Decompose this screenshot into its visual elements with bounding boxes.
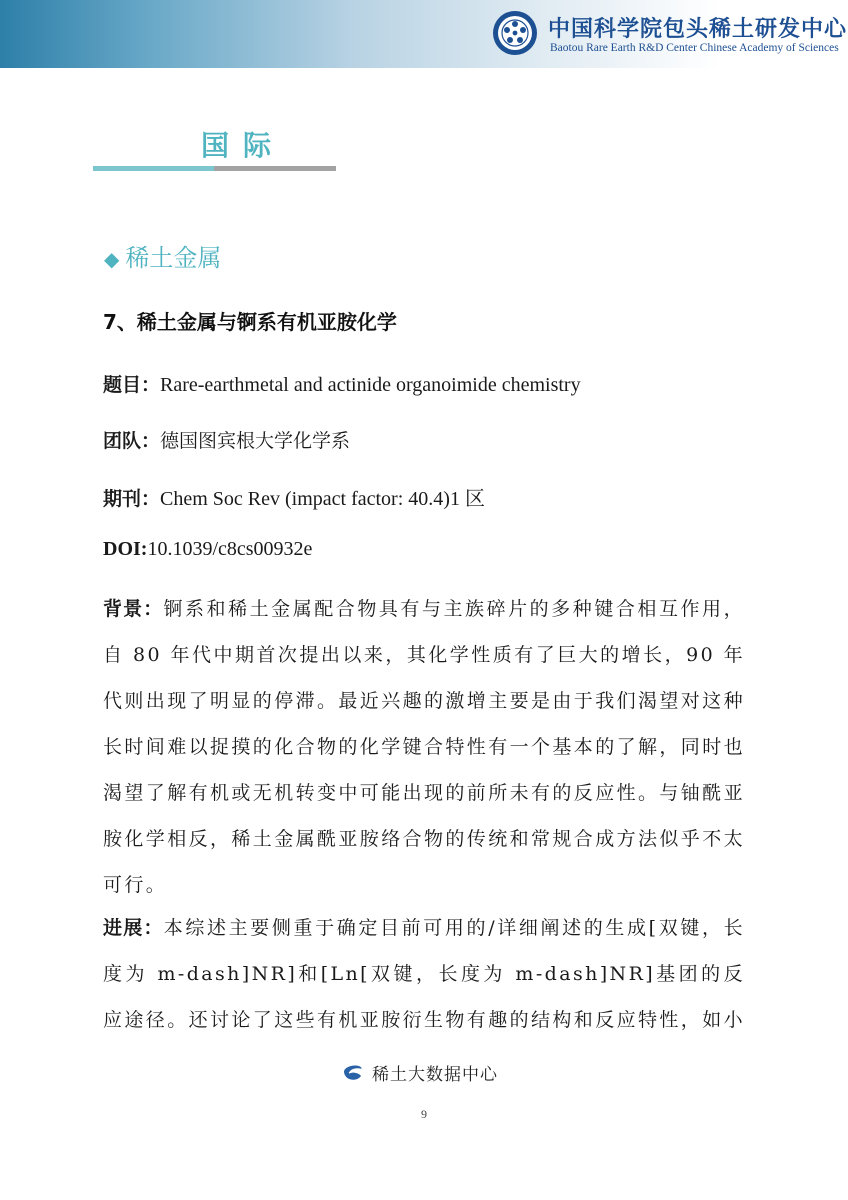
field-journal-value: Chem Soc Rev (impact factor: 40.4)1 区: [160, 488, 485, 510]
title-underline-accent: [93, 166, 214, 171]
title-underline-gray: [214, 166, 336, 171]
section-title: 国际: [200, 129, 285, 162]
progress-paragraph: [103, 905, 745, 1043]
field-doi-value: 10.1039/c8cs00932e: [147, 538, 313, 560]
progress-label: 进展：: [103, 917, 164, 939]
category-heading: [104, 238, 221, 273]
background-label: 背景：: [103, 598, 164, 620]
article-heading: 7、稀土金属与锕系有机亚胺化学: [103, 310, 397, 334]
page-number: 9: [421, 1107, 427, 1121]
field-title: [103, 370, 581, 397]
field-doi: [103, 538, 312, 561]
org-name-en: Baotou Rare Earth R&D Center Chinese Academy of Sciences: [550, 42, 839, 54]
org-name-cn: 中国科学院包头稀土研发中心: [548, 17, 848, 42]
background-text: 锕系和稀土金属配合物具有与主族碎片的多种键合相互作用，自 80 年代中期首次提出以来，其化学性质有了巨大的增长，90 年代则出现了明显的停滞。最近兴趣的激增主要是由于我们渴望对这种长时间难以捉摸的化合物的化学键合特性有一个基本的了解，同时也渴望了解有机或无机转变中可能出现的前所未有的反应性。与铀酰亚胺化学相反，稀土金属酰亚胺络合物的传统和常规合成方法似乎不太可行。: [103, 598, 746, 896]
diamond-bullet-icon: ◆: [104, 247, 120, 271]
field-team-label: 团队：: [103, 430, 161, 452]
field-team: [103, 426, 350, 453]
footer-center-name: 稀土大数据中心: [372, 1065, 498, 1085]
field-journal-label: 期刊：: [103, 488, 161, 510]
big-data-center-logo-icon: [341, 1061, 365, 1083]
progress-text: 本综述主要侧重于确定目前可用的/详细阐述的生成[双键，长度为 m-dash]NR]和[Ln[双键，长度为 m-dash]NR]基团的反应途径。还讨论了这些有机亚胺衍生物有趣的结构和反应特性，如小: [103, 917, 746, 1031]
field-journal: [103, 482, 485, 511]
field-doi-label: DOI:: [103, 538, 148, 560]
field-title-label: 题目：: [103, 374, 161, 396]
category-label: 稀土金属: [125, 244, 222, 272]
field-team-value: 德国图宾根大学化学系: [160, 430, 351, 452]
cas-emblem-icon: [492, 10, 538, 56]
background-paragraph: [103, 586, 745, 908]
field-title-value: Rare-earthmetal and actinide organoimide chemistry: [160, 374, 581, 396]
